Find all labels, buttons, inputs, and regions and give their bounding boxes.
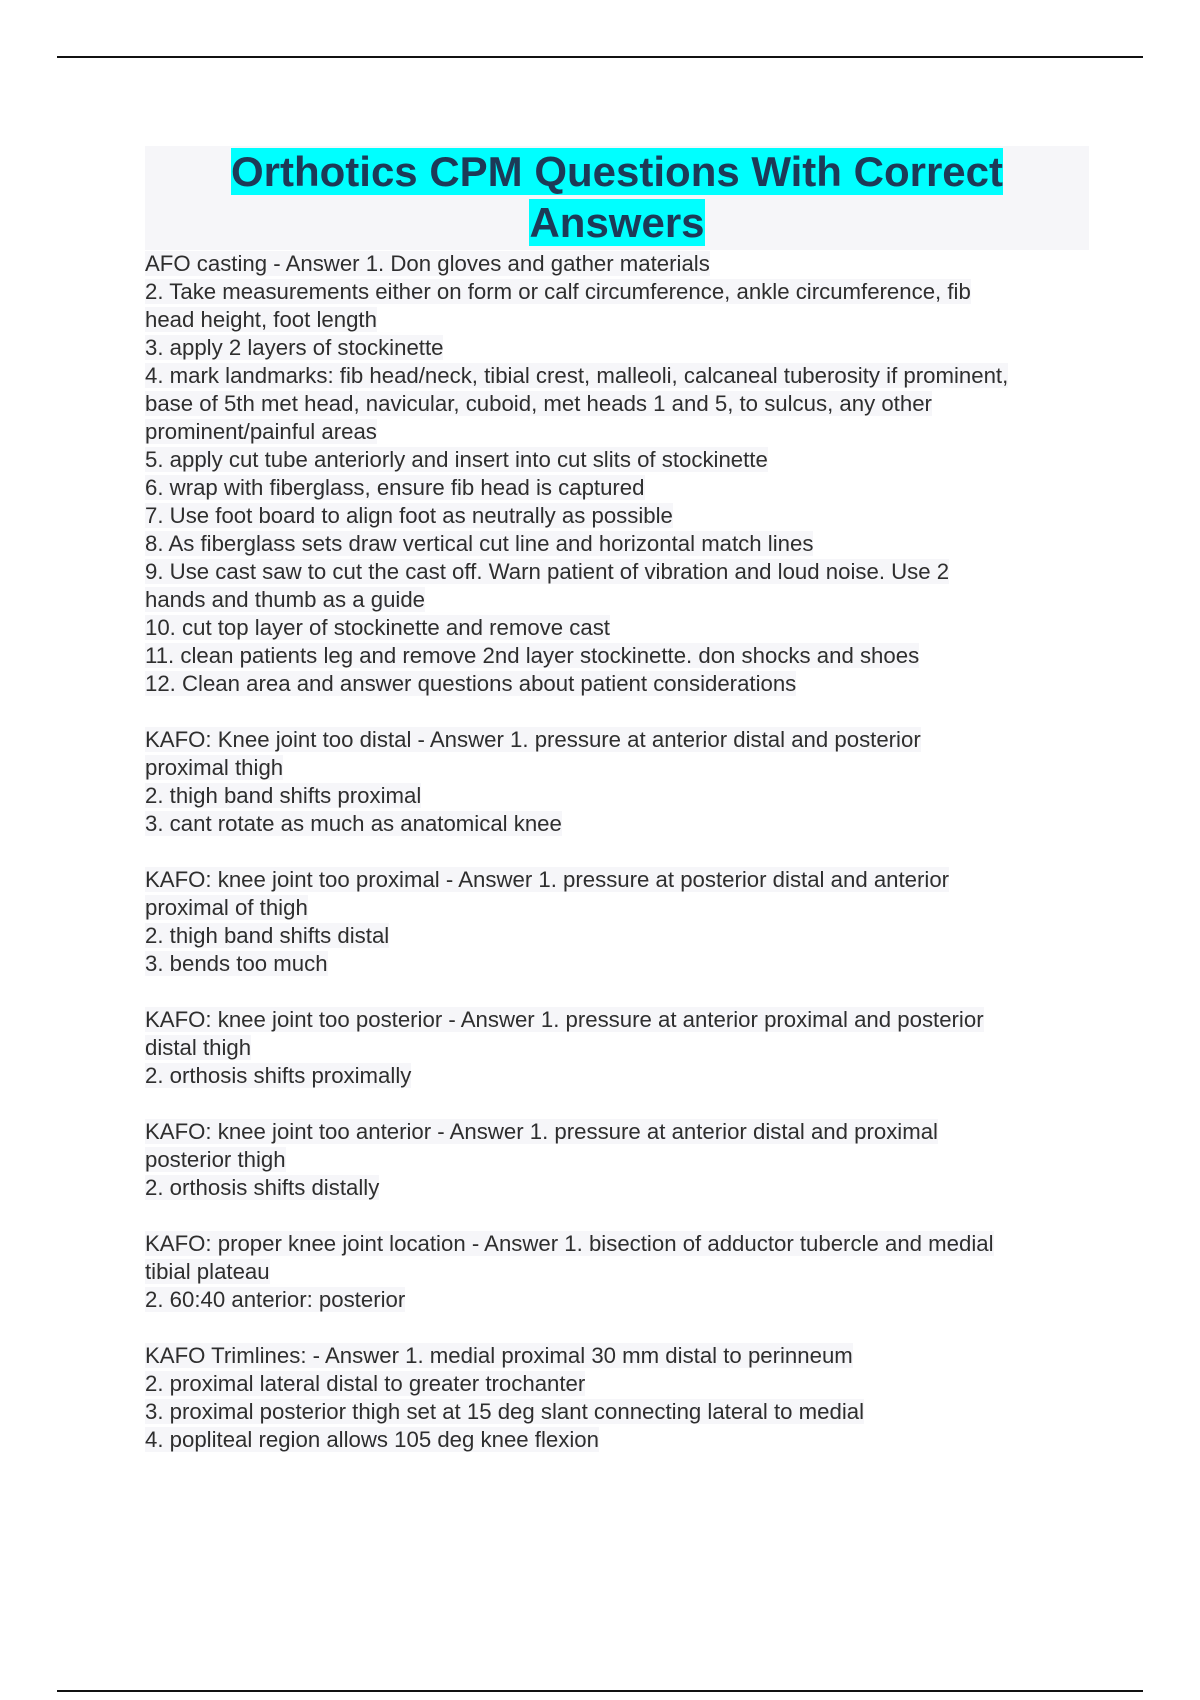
qa-line-text: KAFO: proper knee joint location - Answer 1. bisection of adductor tubercle and medial (145, 1231, 994, 1256)
qa-line (145, 362, 1089, 390)
qa-line-text: 4. popliteal region allows 105 deg knee flexion (145, 1427, 599, 1452)
qa-line-text: 9. Use cast saw to cut the cast off. Warn patient of vibration and loud noise. Use 2 (145, 559, 950, 584)
qa-line-text: 8. As fiberglass sets draw vertical cut line and horizontal match lines (145, 531, 814, 556)
qa-line-text: KAFO: knee joint too proximal - Answer 1. pressure at posterior distal and anterior (145, 867, 950, 892)
title-band (145, 146, 1089, 250)
qa-line-text: 4. mark landmarks: fib head/neck, tibial crest, malleoli, calcaneal tuberosity if prominent, (145, 363, 1009, 388)
qa-line-text: KAFO: knee joint too anterior - Answer 1. pressure at anterior distal and proximal (145, 1119, 938, 1144)
qa-line-text: proximal of thigh (145, 895, 308, 920)
qa-line (145, 502, 1089, 530)
qa-line (145, 418, 1089, 446)
qa-line (145, 782, 1089, 810)
qa-line (145, 306, 1089, 334)
qa-line (145, 334, 1089, 362)
qa-line-text: base of 5th met head, navicular, cuboid, met heads 1 and 5, to sulcus, any other (145, 391, 932, 416)
qa-line (145, 670, 1089, 698)
qa-line (145, 250, 1089, 278)
qa-line-text: tibial plateau (145, 1259, 270, 1284)
title-line-1: Orthotics CPM Questions With Correct (230, 148, 1004, 195)
qa-line (145, 1230, 1089, 1258)
qa-line-text: 2. proximal lateral distal to greater trochanter (145, 1371, 586, 1396)
qa-line-text: prominent/painful areas (145, 419, 377, 444)
title-line-2: Answers (529, 199, 705, 246)
qa-line (145, 586, 1089, 614)
qa-line-text: 2. orthosis shifts proximally (145, 1063, 412, 1088)
qa-line (145, 642, 1089, 670)
qa-line (145, 754, 1089, 782)
qa-line (145, 1342, 1089, 1370)
qa-line (145, 1006, 1089, 1034)
qa-line-text: 2. orthosis shifts distally (145, 1175, 380, 1200)
qa-line (145, 446, 1089, 474)
qa-block (145, 866, 1089, 978)
qa-line-text: hands and thumb as a guide (145, 587, 426, 612)
qa-line (145, 726, 1089, 754)
bottom-rule (57, 1690, 1143, 1692)
qa-line-text: 6. wrap with fiberglass, ensure fib head is captured (145, 475, 645, 500)
qa-line-text: AFO casting - Answer 1. Don gloves and gather materials (145, 251, 710, 276)
qa-line-text: 2. Take measurements either on form or calf circumference, ankle circumference, fib (145, 279, 971, 304)
qa-line-text: 3. bends too much (145, 951, 328, 976)
qa-line (145, 1286, 1089, 1314)
qa-line-text: head height, foot length (145, 307, 377, 332)
qa-line (145, 1174, 1089, 1202)
qa-line (145, 474, 1089, 502)
qa-line-text: 7. Use foot board to align foot as neutrally as possible (145, 503, 673, 528)
qa-line-text: 2. thigh band shifts proximal (145, 783, 422, 808)
qa-line (145, 1034, 1089, 1062)
qa-line-text: 3. cant rotate as much as anatomical knee (145, 811, 562, 836)
qa-line (145, 1370, 1089, 1398)
qa-line (145, 558, 1089, 586)
qa-line (145, 390, 1089, 418)
top-rule (57, 56, 1143, 58)
qa-block (145, 250, 1089, 698)
qa-line-text: posterior thigh (145, 1147, 286, 1172)
document-content (145, 146, 1089, 1454)
qa-line-text: 10. cut top layer of stockinette and remove cast (145, 615, 610, 640)
qa-block (145, 1230, 1089, 1314)
qa-line (145, 530, 1089, 558)
qa-line-text: 3. proximal posterior thigh set at 15 deg slant connecting lateral to medial (145, 1399, 865, 1424)
qa-line (145, 278, 1089, 306)
qa-line (145, 810, 1089, 838)
qa-line (145, 866, 1089, 894)
qa-line-text: distal thigh (145, 1035, 252, 1060)
qa-line-text: 2. thigh band shifts distal (145, 923, 390, 948)
qa-line (145, 894, 1089, 922)
qa-line-text: 12. Clean area and answer questions about patient considerations (145, 671, 797, 696)
qa-block (145, 1342, 1089, 1454)
qa-block (145, 1118, 1089, 1202)
qa-line-text: 2. 60:40 anterior: posterior (145, 1287, 406, 1312)
qa-line (145, 1118, 1089, 1146)
qa-line-text: proximal thigh (145, 755, 284, 780)
qa-line (145, 1398, 1089, 1426)
qa-line (145, 922, 1089, 950)
qa-line (145, 950, 1089, 978)
qa-list (145, 250, 1089, 1454)
qa-block (145, 1006, 1089, 1090)
document-title (231, 148, 1003, 246)
qa-line-text: KAFO: Knee joint too distal - Answer 1. pressure at anterior distal and posterior (145, 727, 921, 752)
qa-line-text: 5. apply cut tube anteriorly and insert into cut slits of stockinette (145, 447, 768, 472)
qa-line-text: KAFO Trimlines: - Answer 1. medial proximal 30 mm distal to perinneum (145, 1343, 853, 1368)
qa-line (145, 614, 1089, 642)
qa-line (145, 1426, 1089, 1454)
qa-block (145, 726, 1089, 838)
qa-line (145, 1062, 1089, 1090)
qa-line-text: KAFO: knee joint too posterior - Answer 1. pressure at anterior proximal and posterior (145, 1007, 984, 1032)
qa-line-text: 11. clean patients leg and remove 2nd layer stockinette. don shocks and shoes (145, 643, 920, 668)
qa-line (145, 1258, 1089, 1286)
qa-line-text: 3. apply 2 layers of stockinette (145, 335, 444, 360)
qa-line (145, 1146, 1089, 1174)
